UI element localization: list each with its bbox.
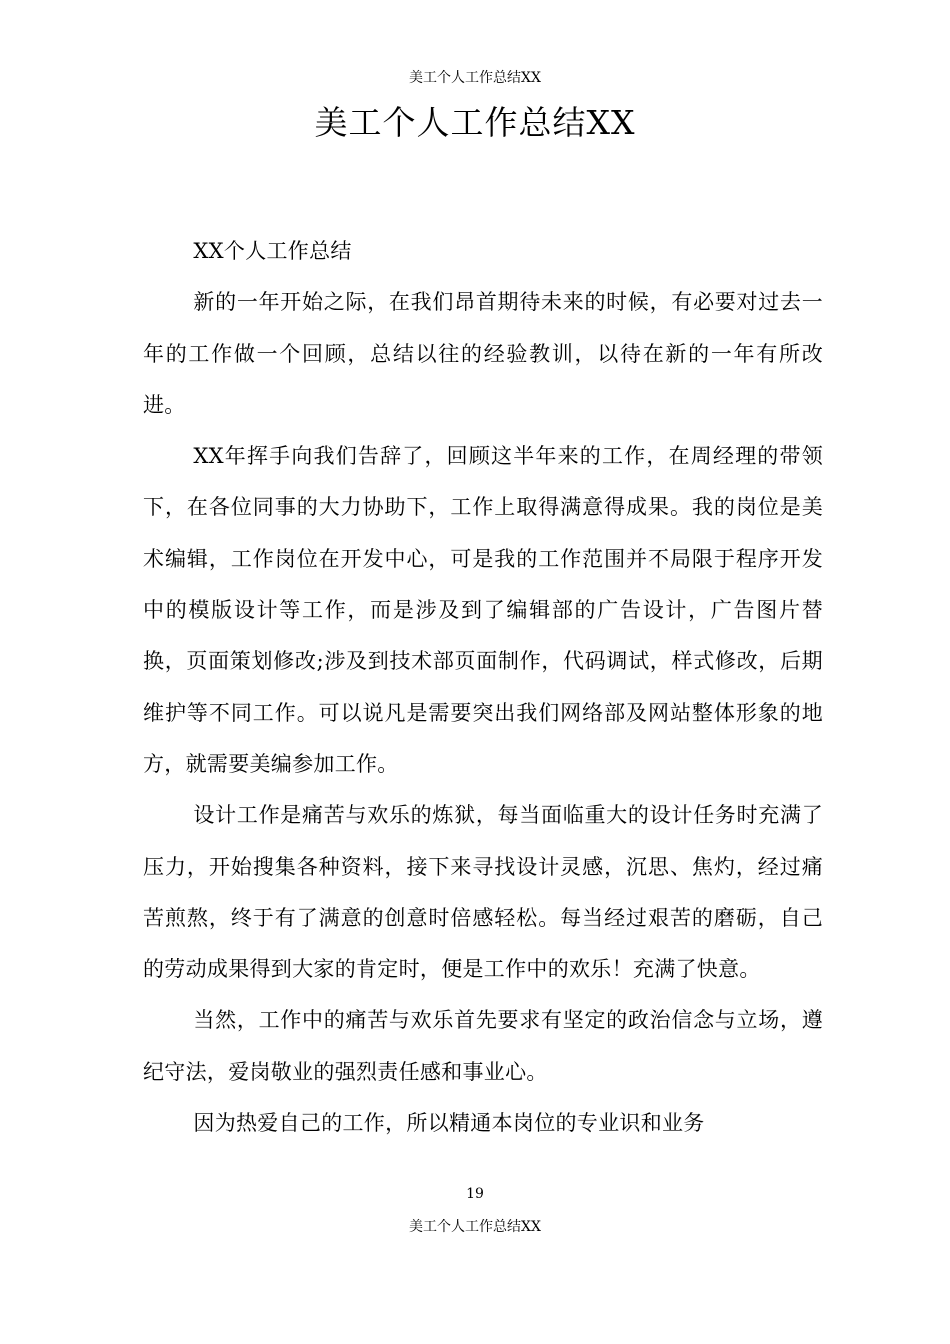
running-header: 美工个人工作总结XX bbox=[409, 70, 541, 86]
running-footer: 美工个人工作总结XX bbox=[409, 1219, 541, 1235]
paragraph: XX年挥手向我们告辞了，回顾这半年来的工作，在周经理的带领下，在各位同事的大力协助下，工作上取得满意得成果。我的岗位是美术编辑，工作岗位在开发中心，可是我的工作范围并不局限于程序开发中的模版设计等工作，而是涉及到了编辑部的广告设计，广告图片替换，页面策划修改;涉及到技术部页面制作，代码调试，样式修改，后期维护等不同工作。可以说凡是需要突出我们网络部及网站整体形象的地方，就需要美编参加工作。 bbox=[143, 444, 823, 776]
page-number: 19 bbox=[466, 1186, 484, 1202]
paragraph: 新的一年开始之际，在我们昂首期待未来的时候，有必要对过去一年的工作做一个回顾，总结以往的经验教训，以待在新的一年有所改进。 bbox=[143, 290, 823, 417]
paragraph: 当然，工作中的痛苦与欢乐首先要求有坚定的政治信念与立场，遵纪守法，爱岗敬业的强烈责任感和事业心。 bbox=[143, 1008, 823, 1084]
section-heading: XX个人工作总结 bbox=[193, 239, 352, 263]
document-body bbox=[143, 226, 823, 1149]
paragraph: 设计工作是痛苦与欢乐的炼狱，每当面临重大的设计任务时充满了压力，开始搜集各种资料，接下来寻找设计灵感，沉思、焦灼，经过痛苦煎熬，终于有了满意的创意时倍感轻松。每当经过艰苦的磨砺，自己的劳动成果得到大家的肯定时，便是工作中的欢乐！充满了快意。 bbox=[143, 803, 823, 982]
document-title: 美工个人工作总结XX bbox=[314, 103, 636, 142]
paragraph: 因为热爱自己的工作，所以精通本岗位的专业识和业务 bbox=[193, 1111, 705, 1136]
